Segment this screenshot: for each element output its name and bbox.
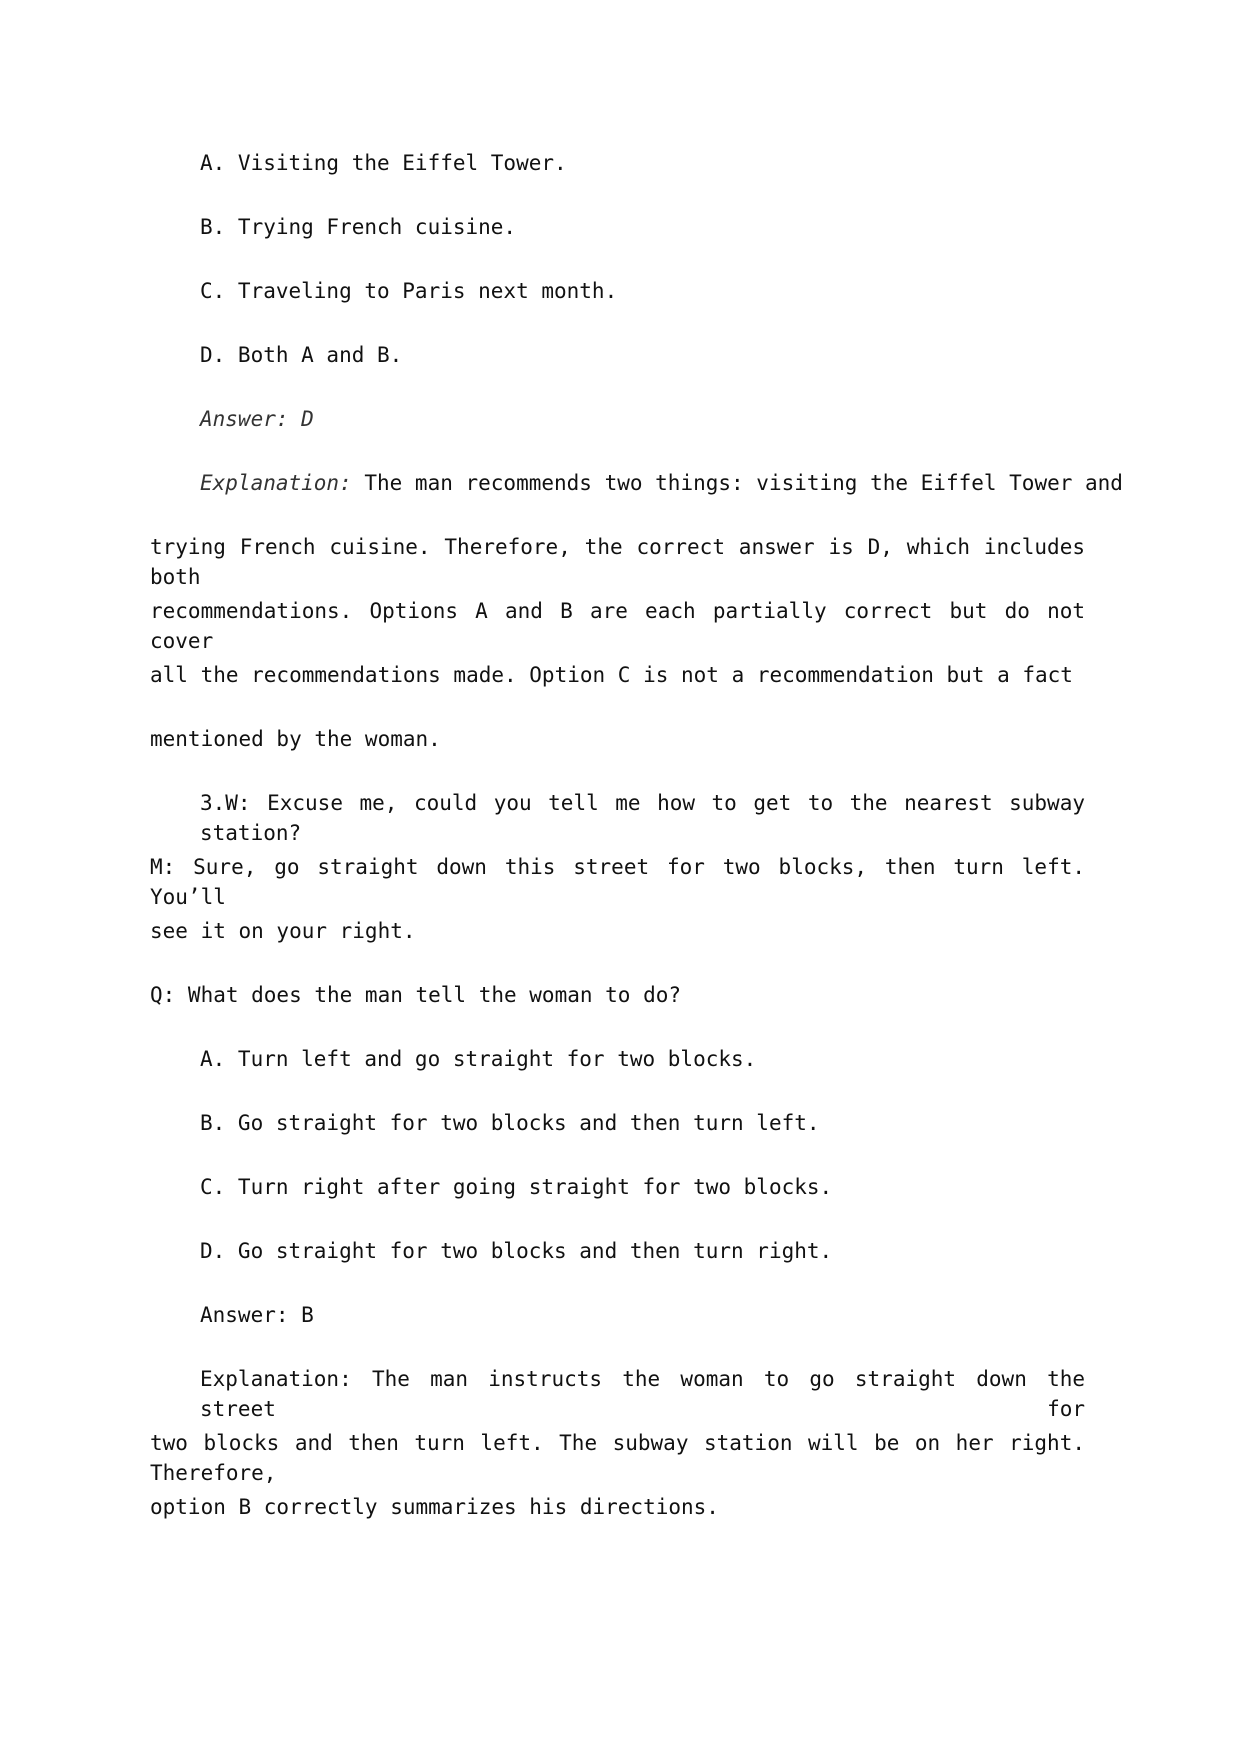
q3-explanation-line-3: option B correctly summarizes his directions. bbox=[150, 1495, 719, 1519]
q3-option-c: C. Turn right after going straight for two blocks. bbox=[200, 1175, 833, 1199]
q3-option-a: A. Turn left and go straight for two blocks. bbox=[200, 1047, 757, 1071]
q3-dialogue-line-2: M: Sure, go straight down this street for two blocks, then turn left. You’ll bbox=[150, 855, 1085, 909]
q3-explanation-line-1: Explanation: The man instructs the woman to go straight down the street for bbox=[200, 1367, 1085, 1421]
q2-explanation-line-4: all the recommendations made. Option C is not a recommendation but a fact bbox=[150, 663, 1073, 687]
q3-question: Q: What does the man tell the woman to do? bbox=[150, 983, 682, 1007]
q2-option-d: D. Both A and B. bbox=[200, 343, 403, 367]
q2-explanation-line-1 bbox=[200, 468, 1123, 498]
q3-dialogue-line-3: see it on your right. bbox=[150, 919, 416, 943]
q2-option-c: C. Traveling to Paris next month. bbox=[200, 279, 618, 303]
q2-explanation-label: Explanation: bbox=[200, 471, 352, 495]
q2-option-b: B. Trying French cuisine. bbox=[200, 215, 517, 239]
q2-explanation-line-3: recommendations. Options A and B are each partially correct but do not cover bbox=[150, 599, 1085, 653]
q2-explanation-line-5: mentioned by the woman. bbox=[150, 727, 441, 751]
q3-answer: Answer: B bbox=[200, 1303, 314, 1327]
q3-explanation-line-2: two blocks and then turn left. The subway station will be on her right. Therefore, bbox=[150, 1431, 1085, 1485]
q2-explanation-text-1: The man recommends two things: visiting the Eiffel Tower and bbox=[351, 471, 1123, 495]
q2-answer: Answer: D bbox=[200, 407, 314, 431]
q3-option-b: B. Go straight for two blocks and then turn left. bbox=[200, 1111, 820, 1135]
q2-explanation-line-2: trying French cuisine. Therefore, the correct answer is D, which includes both bbox=[150, 535, 1085, 589]
q3-option-d: D. Go straight for two blocks and then turn right. bbox=[200, 1239, 833, 1263]
q3-dialogue-line-1: 3.W: Excuse me, could you tell me how to get to the nearest subway station? bbox=[200, 791, 1085, 845]
q2-option-a: A. Visiting the Eiffel Tower. bbox=[200, 151, 567, 175]
